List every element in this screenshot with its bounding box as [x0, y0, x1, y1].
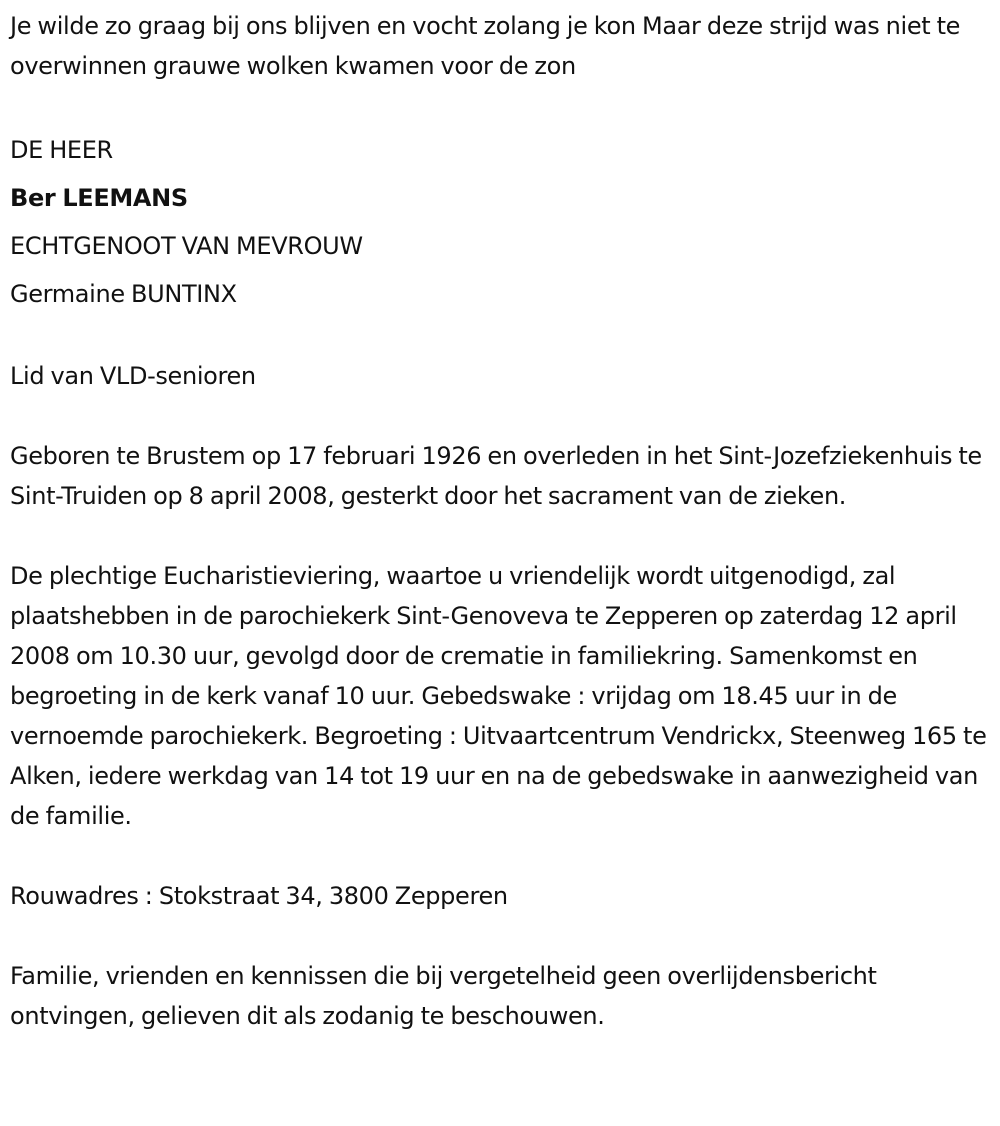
ceremony-text: De plechtige Eucharistieviering, waartoe u vriendelijk wordt uitgenodigd, zal plaatshebben in de parochiekerk Sint-Genoveva te Zepperen op zaterdag 12 april 2008 om 10.30 uur, gevolgd door de crematie in familiekring. Samenkomst en begroeting in de kerk vanaf 10 uur. Gebedswake : vrijdag om 18.45 uur in de vernoemde parochiekerk. Begroeting : Uitvaartcentrum Vendrickx, Steenweg 165 te Alken, iedere werkdag van 14 tot 19 uur en na de gebedswake in aanwezigheid van de familie. [10, 562, 987, 830]
death-notice [10, 6, 995, 1036]
address-text: Rouwadres : Stokstraat 34, 3800 Zepperen [10, 882, 508, 910]
birth-death-text: Geboren te Brustem op 17 februari 1926 en overleden in het Sint-Jozefziekenhuis te Sint-Truiden op 8 april 2008, gesterkt door het sacrament van de zieken. [10, 442, 982, 510]
spacer [10, 318, 995, 356]
membership-text: Lid van VLD-senioren [10, 362, 256, 390]
title-text: DE HEER [10, 136, 113, 164]
spacer [10, 916, 995, 956]
closing-text: Familie, vrienden en kennissen die bij vergetelheid geen overlijdensbericht ontvingen, gelieven dit als zodanig te beschouwen. [10, 962, 877, 1030]
spacer [10, 86, 995, 126]
spouse-name: Germaine BUNTINX [10, 280, 237, 308]
motto-text: Je wilde zo graag bij ons blijven en vocht zolang je kon Maar deze strijd was niet te overwinnen grauwe wolken kwamen voor de zon [10, 12, 961, 80]
spouse-label: ECHTGENOOT VAN MEVROUW [10, 232, 363, 260]
spacer [10, 516, 995, 556]
spacer [10, 396, 995, 436]
deceased-name: Ber LEEMANS [10, 184, 188, 212]
spacer [10, 836, 995, 876]
